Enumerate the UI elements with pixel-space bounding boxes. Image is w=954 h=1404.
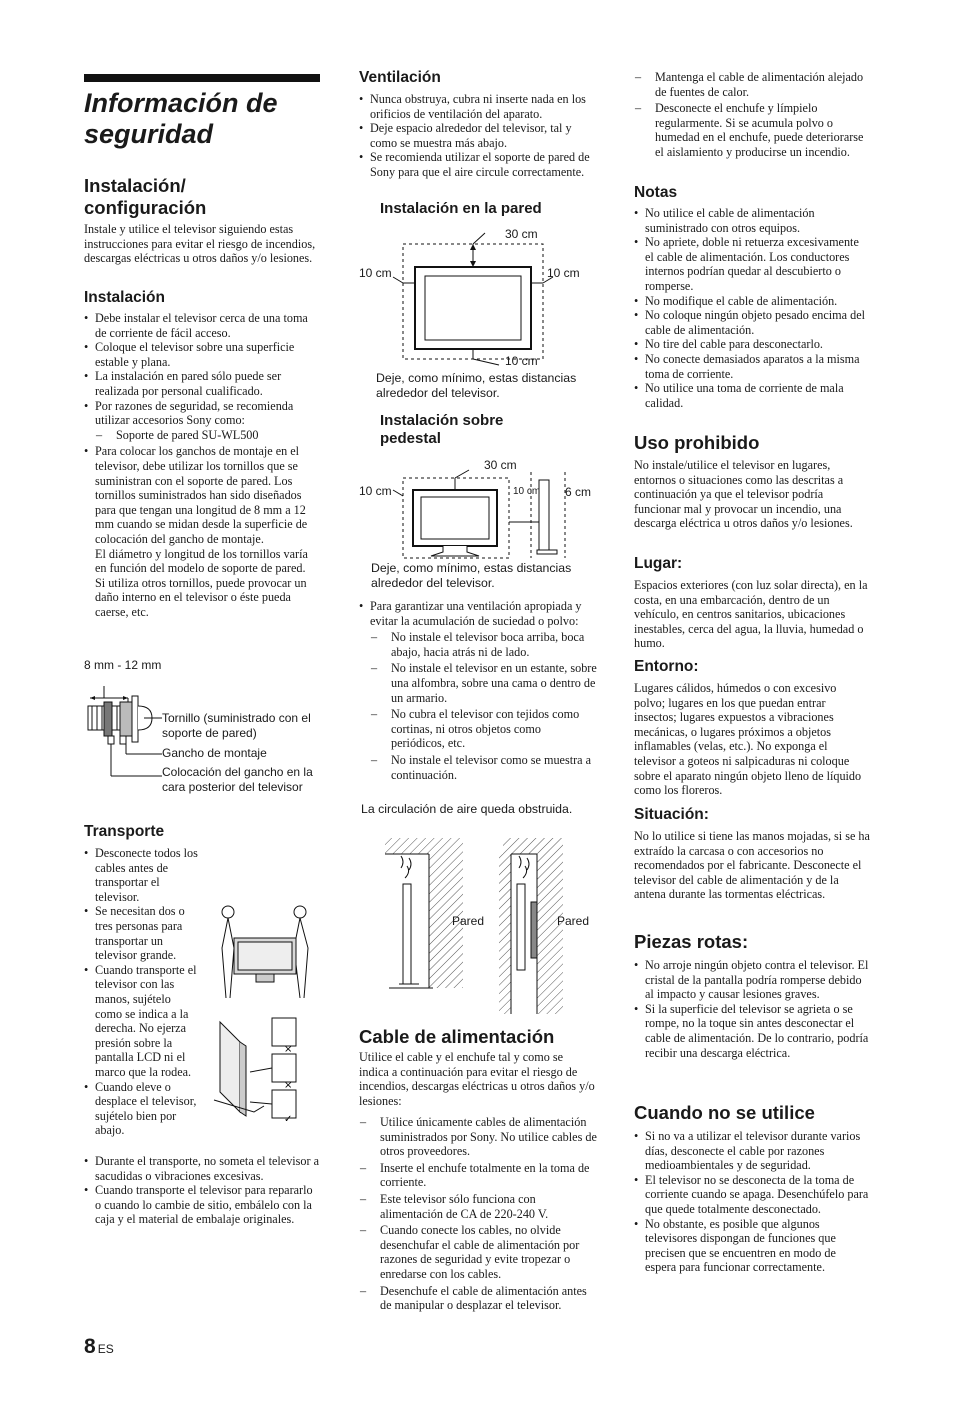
wall-installation-heading: Instalación en la pared <box>380 200 542 217</box>
screw-diagram <box>84 676 174 806</box>
svg-text:×: × <box>284 1044 293 1055</box>
list-item: – Inserte el enchufe totalmente en la toma de corriente. <box>359 1161 599 1190</box>
list-item: • No apriete, doble ni retuerza excesivamente el cable de alimentación. Los conductores internos podrían quedar al descubierto o romperse. <box>634 235 870 293</box>
wall-left-distance: 10 cm <box>359 266 392 280</box>
list-item: • Si no va a utilizar el televisor durante varios días, desconecte el cable por razones medioambientales y de seguridad. <box>634 1129 870 1173</box>
section-heading-instalacion-configuracion: Instalación/ configuración <box>84 175 207 218</box>
list-item: • Nunca obstruya, cubra ni inserte nada en los orificios de ventilación del aparato. <box>359 92 595 121</box>
sub-list-item: – No cubra el televisor con tejidos como cortinas, ni otros objetos como periódicos, etc. <box>370 707 597 751</box>
list-item: • Para garantizar una ventilación apropiada y evitar la acumulación de suciedad o polvo: – No instale el televisor boca arriba, boca abajo, hacia atrás ni de lado. – No instale el televisor en un estante, sobre una alfombra, sobre una cama o dentro de un armario. – No cubra el televisor con tejidos como cortinas, ni otros objetos como periódicos, etc. – No instale el televisor como se muestra a continuación. <box>359 599 597 782</box>
subheading-lugar: Lugar: <box>634 555 683 572</box>
list-item: – Utilice únicamente cables de alimentación suministrados por Sony. No utilice cables de otros proveedores. <box>359 1115 599 1159</box>
list-item: • No obstante, es posible que algunos televisores dispongan de funciones que precisen que se encuentren en modo de espera para funcionar correctamente. <box>634 1217 870 1275</box>
vent-list <box>359 599 597 784</box>
list-item: • No coloque ningún objeto pesado encima del cable de alimentación. <box>634 308 870 337</box>
list-item: – Este televisor sólo funciona con alimentación de CA de 220-240 V. <box>359 1192 599 1221</box>
list-item: – Desenchufe el cable de alimentación antes de manipular o desplazar el televisor. <box>359 1284 599 1313</box>
screw-dimension-label: 8 mm - 12 mm <box>84 658 162 672</box>
subheading-transporte: Transporte <box>84 823 165 840</box>
list-item: • Se necesitan dos o tres personas para transportar un televisor grande. <box>84 904 200 962</box>
subheading-notas: Notas <box>634 184 678 201</box>
lugar-text: Espacios exteriores (con luz solar directa), en la costa, en una embarcación, dentro de un vehículo, en centros sanitarios, ubicaciones inestables, cerca del agua, la lluvia, humedad o humo. <box>634 578 868 651</box>
list-item: – Desconecte el enchufe y límpielo regularmente. Si se acumula polvo o humedad en el enchufe, puede deteriorarse el aislamiento y producirse un incendio. <box>634 101 868 159</box>
wall-installation-figure <box>359 198 599 408</box>
svg-text:×: × <box>284 1080 293 1091</box>
list-item: • Deje espacio alrededor del televisor, tal y como se muestra más abajo. <box>359 121 595 150</box>
page-title: Información de seguridad <box>84 88 278 149</box>
list-item: • Cuando eleve o desplace el televisor, sujételo bien por abajo. <box>84 1080 200 1138</box>
section-heading-uso-prohibido: Uso prohibido <box>634 432 760 453</box>
wall-label-2: Pared <box>557 914 590 928</box>
stand-side-distance: 6 cm <box>565 485 592 499</box>
stand-installation-figure <box>359 412 599 592</box>
wall-label-1: Pared <box>452 914 485 928</box>
sub-list-item: – Soporte de pared SU-WL500 <box>95 428 320 443</box>
list-item: • Se recomienda utilizar el soporte de pared de Sony para que el aire circule correctamente. <box>359 150 595 179</box>
list-item: • No conecte demasiados aparatos a la misma toma de corriente. <box>634 352 870 381</box>
subheading-situacion: Situación: <box>634 806 709 823</box>
wall-clearance-diagram <box>359 223 599 373</box>
stand-installation-heading: Instalación sobre pedestal <box>380 412 504 447</box>
stand-clearance-diagram <box>359 462 599 572</box>
sub-list-item: – No instale el televisor como se muestra a continuación. <box>370 753 597 782</box>
list-item: • Para colocar los ganchos de montaje en el televisor, debe utilizar los tornillos que se suministran con el soporte de pared. Los tornillos suministrados han sido diseñados para que tengan una longitud de 8 mm a 12 mm cuando se midan desde la superficie de colocación del gancho de montaje. El diámetro y longitud de los tornillos varía en función del modelo de soporte de pared. Si utiliza otros tornillos, puede provocar un daño interno en el televisor o éste pueda caerse, etc. <box>84 444 320 619</box>
screw-label-1: Tornillo (suministrado con el soporte de pared) <box>162 711 311 740</box>
list-item: • Si la superficie del televisor se agrieta o se rompe, no la toque sin antes desconectar el cable de alimentación. De lo contrario, podría recibir una descarga eléctrica. <box>634 1002 870 1060</box>
airflow-caption: La circulación de aire queda obstruida. <box>361 802 573 816</box>
uso-prohibido-text: No instale/utilice el televisor en lugares, entornos o situaciones como las descritas a continuación ya que el televisor podría funcionar mal y provocar un incendio, una descarga eléctrica u otros daños y/o lesiones. <box>634 458 853 531</box>
list-item: • La instalación en pared sólo puede ser realizada por personal cualificado. <box>84 369 320 398</box>
screw-label-3: Colocación del gancho en la cara posterior del televisor <box>162 765 313 794</box>
list-item: • No arroje ningún objeto contra el televisor. El cristal de la pantalla podría romperse debido al impacto y causar lesiones graves. <box>634 958 870 1002</box>
carrying-tv-illustration <box>210 900 320 1010</box>
screw-figure <box>84 656 320 816</box>
screw-label-2: Gancho de montaje <box>162 746 267 760</box>
list-item: • No modifique el cable de alimentación. <box>634 294 870 309</box>
entorno-text: Lugares cálidos, húmedos o con excesivo polvo; lugares en los que puedan entrar insectos; lugares expuestos a vibraciones mecánicas, o lugares próximos a objetos inflamables (velas, etc.). No exponga el televisor a goteos ni salpicaduras ni coloque sobre el aparato ningún objeto lleno de líquido como los floreros. <box>634 681 862 798</box>
list-item: • Desconecte todos los cables antes de transportar el televisor. <box>84 846 200 904</box>
list-item: • No tire del cable para desconectarlo. <box>634 337 870 352</box>
cable-continued-list <box>634 70 868 162</box>
title-rule <box>84 74 320 82</box>
svg-text:✓: ✓ <box>284 1114 293 1122</box>
subheading-instalacion: Instalación <box>84 289 165 306</box>
list-item: • Debe instalar el televisor cerca de una toma de corriente de fácil acceso. <box>84 311 320 340</box>
sub-list-item: – No instale el televisor en un estante, sobre una alfombra, sobre una cama o dentro de un armario. <box>370 661 597 705</box>
section-heading-piezas-rotas: Piezas rotas: <box>634 931 749 952</box>
list-item: – Cuando conecte los cables, no olvide desenchufar el cable de alimentación por razones de seguridad y evite tropezar o enredarse con los cables. <box>359 1223 599 1281</box>
page-number: 8 ES <box>84 1335 114 1358</box>
list-item: – Mantenga el cable de alimentación alejado de fuentes de calor. <box>634 70 868 99</box>
wall-figure-caption: Deje, como mínimo, estas distancias alrededor del televisor. <box>376 371 577 400</box>
situacion-text: No lo utilice si tiene las manos mojadas, si se ha extraído la carcasa o con accesorios no recomendados por el fabricante. Desconecte el televisor del cable de alimentación y de la antena durante las tormentas eléctricas. <box>634 829 870 902</box>
stand-left-distance: 10 cm <box>359 484 392 498</box>
section-heading-cable: Cable de alimentación <box>359 1026 555 1047</box>
stand-top-distance: 30 cm <box>484 458 517 472</box>
transporte-list-narrow <box>84 846 200 1138</box>
stand-figure-caption: Deje, como mínimo, estas distancias alrededor del televisor. <box>371 561 572 590</box>
wall-bottom-distance: 10 cm <box>505 354 538 368</box>
airflow-figure <box>359 802 599 1022</box>
list-item: • El televisor no se desconecta de la toma de corriente cuando se apaga. Desenchúfelo para que quede totalmente desconectado. <box>634 1173 870 1217</box>
list-item: • Durante el transporte, no someta el televisor a sacudidas o vibraciones excesivas. <box>84 1154 320 1183</box>
cable-intro: Utilice el cable y el enchufe tal y como se indica a continuación para evitar el riesgo de incendios, descargas eléctricas u otros daños y/o lesiones: <box>359 1050 595 1108</box>
intro-text: Instale y utilice el televisor siguiendo estas instrucciones para evitar el riesgo de incendios, descargas eléctricas u otros daños y/o lesiones. <box>84 222 316 266</box>
sub-list-item: – No instale el televisor boca arriba, boca abajo, hacia atrás ni de lado. <box>370 630 597 659</box>
list-item: • No utilice el cable de alimentación suministrado con otros equipos. <box>634 206 870 235</box>
subheading-entorno: Entorno: <box>634 658 699 675</box>
transporte-list-wide <box>84 1154 320 1227</box>
ventilacion-list <box>359 92 595 180</box>
subheading-ventilacion: Ventilación <box>359 69 441 86</box>
cuando-list <box>634 1129 870 1275</box>
list-item: • Cuando transporte el televisor para repararlo o cuando lo cambie de sitio, embálelo con la caja y el material de embalaje originales. <box>84 1183 320 1227</box>
wall-right-distance: 10 cm <box>547 266 580 280</box>
list-item: • No utilice una toma de corriente de mala calidad. <box>634 381 870 410</box>
stand-right-distance: 10 cm <box>513 486 541 497</box>
cable-list <box>359 1115 599 1315</box>
wall-top-distance: 30 cm <box>505 227 538 241</box>
holding-tv-illustration <box>210 1012 320 1122</box>
notas-list <box>634 206 870 410</box>
piezas-list <box>634 958 870 1060</box>
list-item: • Coloque el televisor sobre una superficie estable y plana. <box>84 340 320 369</box>
list-item: • Por razones de seguridad, se recomienda utilizar accesorios Sony como: – Soporte de pared SU-WL500 <box>84 399 320 443</box>
list-item: • Cuando transporte el televisor con las manos, sujételo como se indica a la derecha. No ejerza presión sobre la pantalla LCD ni el marco que la rodea. <box>84 963 200 1080</box>
section-heading-cuando-no-se-utilice: Cuando no se utilice <box>634 1102 815 1123</box>
instalacion-list <box>84 311 320 619</box>
